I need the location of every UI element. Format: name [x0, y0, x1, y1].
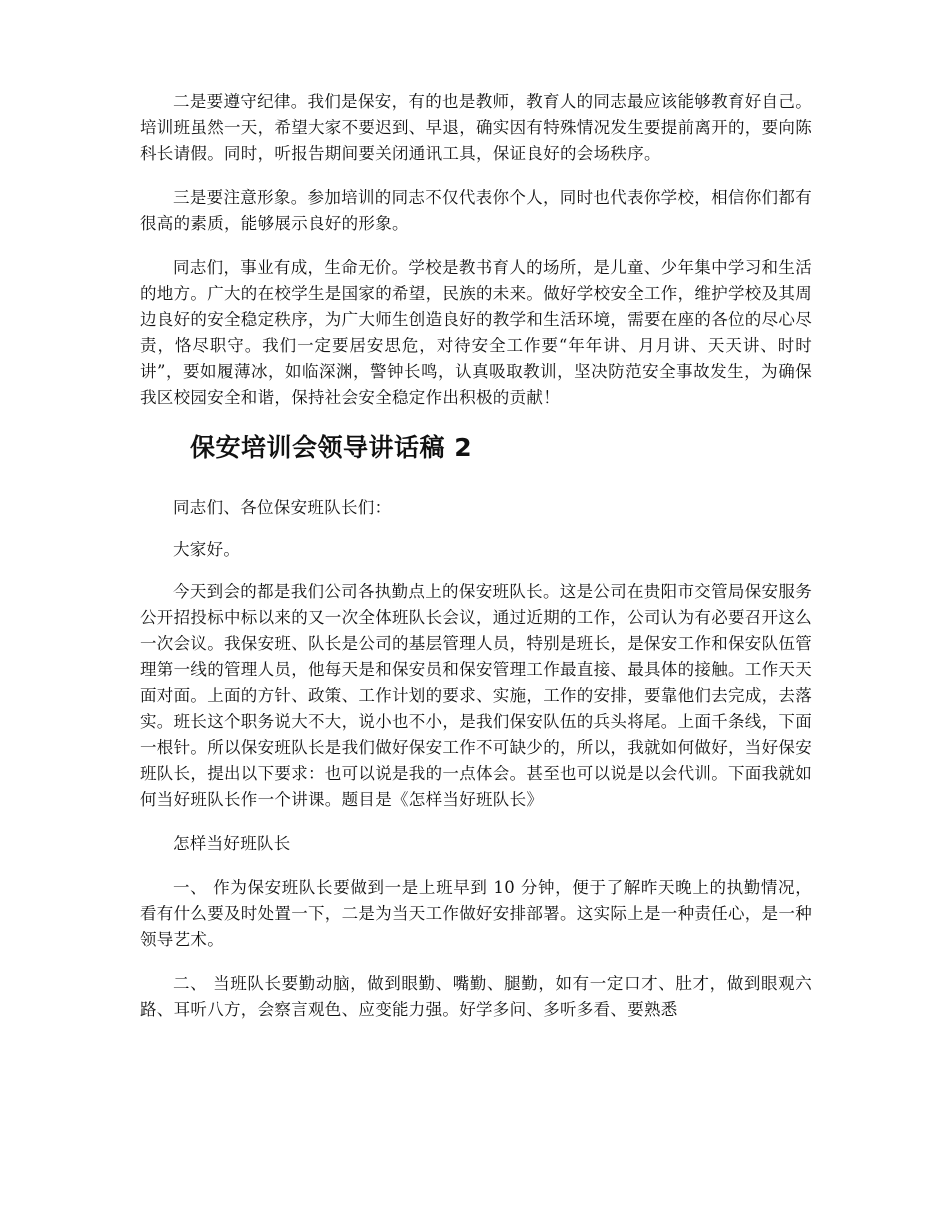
- paragraph-closing: 同志们，事业有成，生命无价。学校是教书育人的场所，是儿童、少年集中学习和生活的地方。广大的在校学生是国家的希望，民族的未来。做好学校安全工作，维护学校及其周边良好的安全稳定秩序，为广大师生创造良好的教学和生活环境，需要在座的各位的尽心尽责，恪尽职守。我们一定要居安思危，对待安全工作要“年年讲、月月讲、天天讲、时时讲”，要如履薄冰，如临深渊，警钟长鸣，认真吸取教训，坚决防范安全事故发生，为确保我区校园安全和谐，保持社会安全稳定作出积极的贡献！: [140, 258, 812, 407]
- paragraph-greeting: 大家好。: [173, 540, 241, 559]
- paragraph-salutation: 同志们、各位保安班队长们：: [173, 498, 392, 517]
- document-body: [140, 89, 812, 1041]
- paragraph-discipline: 二是要遵守纪律。我们是保安，有的也是教师，教育人的同志最应该能够教育好自己。培训班虽然一天，希望大家不要迟到、早退，确实因有特殊情况发生要提前离开的，要向陈科长请假。同时，听报告期间要关闭通讯工具，保证良好的会场秩序。: [140, 92, 812, 163]
- paragraph-point-one: 一、 作为保安班队长要做到一是上班早到 10 分钟，便于了解昨天晚上的执勤情况，看有什么要及时处置一下，二是为当天工作做好安排部署。这实际上是一种责任心，是一种领导艺术。: [140, 878, 812, 949]
- paragraph-introduction: 今天到会的都是我们公司各执勤点上的保安班队长。这是公司在贵阳市交管局保安服务公开招投标中标以来的又一次全体班队长会议，通过近期的工作，公司认为有必要召开这么一次会议。我保安班、队长是公司的基层管理人员，特别是班长，是保安工作和保安队伍管理第一线的管理人员，他每天是和保安员和保安管理工作最直接、最具体的接触。工作天天面对面。上面的方针、政策、工作计划的要求、实施，工作的安排，要靠他们去完成，去落实。班长这个职务说大不大，说小也不小，是我们保安队伍的兵头将尾。上面千条线，下面一根针。所以保安班队长是我们做好保安工作不可缺少的，所以，我就如何做好，当好保安班队长，提出以下要求：也可以说是我的一点体会。甚至也可以说是以会代训。下面我就如何当好班队长作一个讲课。题目是《怎样当好班队长》: [140, 582, 812, 809]
- paragraph-subtitle: 怎样当好班队长: [173, 834, 291, 853]
- section-title: 保安培训会领导讲话稿 2: [190, 433, 473, 462]
- paragraph-point-two: 二、 当班队长要勤动脑，做到眼勤、嘴勤、腿勤，如有一定口才、肚才，做到眼观六路、耳听八方，会察言观色、应变能力强。好学多问、多听多看、要熟悉: [140, 974, 812, 1019]
- paragraph-image: 三是要注意形象。参加培训的同志不仅代表你个人，同时也代表你学校，相信你们都有很高的素质，能够展示良好的形象。: [140, 188, 812, 233]
